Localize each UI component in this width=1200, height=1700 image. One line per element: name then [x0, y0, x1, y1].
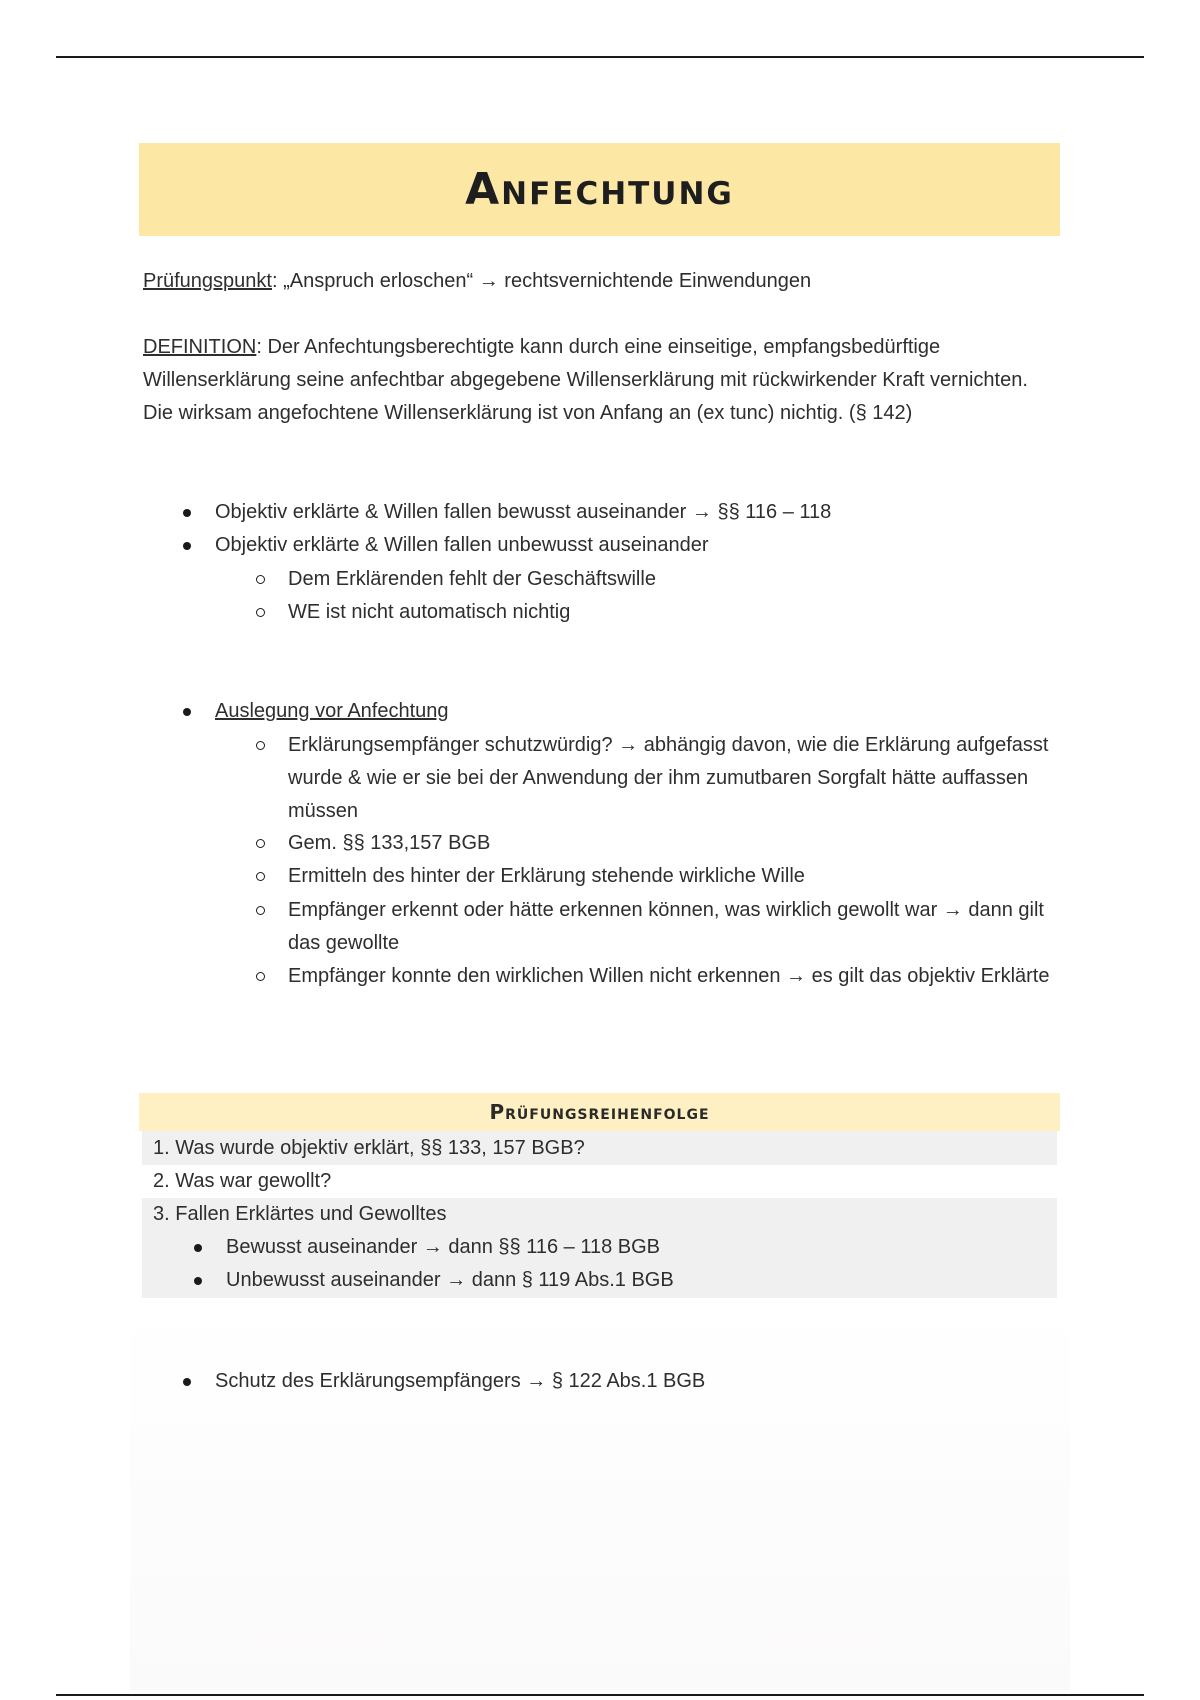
pruefungspunkt-line	[143, 265, 1063, 298]
circle-bullet-icon	[256, 872, 265, 881]
circle-bullet-icon	[256, 575, 265, 584]
sub-list-item: Erklärungsempfänger schutzwürdig? → abhängig davon, wie die Erklärung aufgefasst wurde & wie er sie bei der Anwendung der ihm zumutbaren Sorgfalt hätte auffassen müssen	[288, 729, 1058, 828]
top-rule	[56, 56, 1144, 58]
page-title: Anfechtung	[465, 164, 734, 215]
bullet-icon	[194, 1244, 202, 1252]
sub-list-item: Ermitteln des hinter der Erklärung stehende wirkliche Wille	[288, 860, 1058, 893]
list-item: Objektiv erklärte & Willen fallen bewusst auseinander → §§ 116 – 118	[215, 496, 1055, 529]
pruefungsreihenfolge-heading: Prüfungsreihenfolge	[489, 1100, 710, 1124]
definition-text: : Der Anfechtungsberechtigte kann durch eine einseitige, empfangsbedürftige Willenserklärung seine anfechtbar abgegebene Willenserklärung mit rückwirkender Kraft vernichten. Die wirksam angefochtene Willenserklärung ist von Anfang an (ex tunc) nichtig. (§ 142)	[143, 336, 1028, 424]
pruefungspunkt-label: Prüfungspunkt	[143, 270, 272, 292]
step-2: 2. Was war gewollt?	[153, 1170, 332, 1192]
bullet-icon	[183, 542, 191, 550]
step-sub-item: Bewusst auseinander → dann §§ 116 – 118 BGB	[226, 1231, 1046, 1264]
step-1: 1. Was wurde objektiv erklärt, §§ 133, 157 BGB?	[153, 1137, 585, 1159]
circle-bullet-icon	[256, 741, 265, 750]
definition-paragraph	[143, 331, 1063, 430]
schutz-item: Schutz des Erklärungsempfängers → § 122 Abs.1 BGB	[215, 1365, 1055, 1398]
bullet-icon	[194, 1277, 202, 1285]
page-shade	[130, 1300, 1070, 1690]
auslegung-heading-item	[215, 695, 1055, 728]
sub-list-item: Empfänger konnte den wirklichen Willen nicht erkennen → es gilt das objektiv Erklärte	[288, 960, 1058, 993]
list-item: Objektiv erklärte & Willen fallen unbewusst auseinander	[215, 529, 1055, 562]
auslegung-heading: Auslegung vor Anfechtung	[215, 700, 449, 722]
definition-label: DEFINITION	[143, 336, 257, 358]
circle-bullet-icon	[256, 972, 265, 981]
bullet-icon	[183, 509, 191, 517]
title-banner	[139, 143, 1060, 236]
sub-list-item: Gem. §§ 133,157 BGB	[288, 827, 1058, 860]
bottom-rule	[56, 1694, 1144, 1696]
pruefungspunkt-text: : „Anspruch erloschen“ → rechtsvernichtende Einwendungen	[271, 270, 812, 292]
sub-list-item: Empfänger erkennt oder hätte erkennen können, was wirklich gewollt war → dann gilt das gewollte	[288, 894, 1058, 960]
sub-list-item: Dem Erklärenden fehlt der Geschäftswille	[288, 563, 1058, 596]
bullet-icon	[183, 708, 191, 716]
bullet-icon	[183, 1378, 191, 1386]
circle-bullet-icon	[256, 906, 265, 915]
circle-bullet-icon	[256, 839, 265, 848]
step-sub-item: Unbewusst auseinander → dann § 119 Abs.1 BGB	[226, 1264, 1046, 1297]
pruefungsreihenfolge-banner	[139, 1093, 1060, 1131]
sub-list-item: WE ist nicht automatisch nichtig	[288, 596, 1058, 629]
step-3: 3. Fallen Erklärtes und Gewolltes	[153, 1203, 447, 1225]
circle-bullet-icon	[256, 608, 265, 617]
